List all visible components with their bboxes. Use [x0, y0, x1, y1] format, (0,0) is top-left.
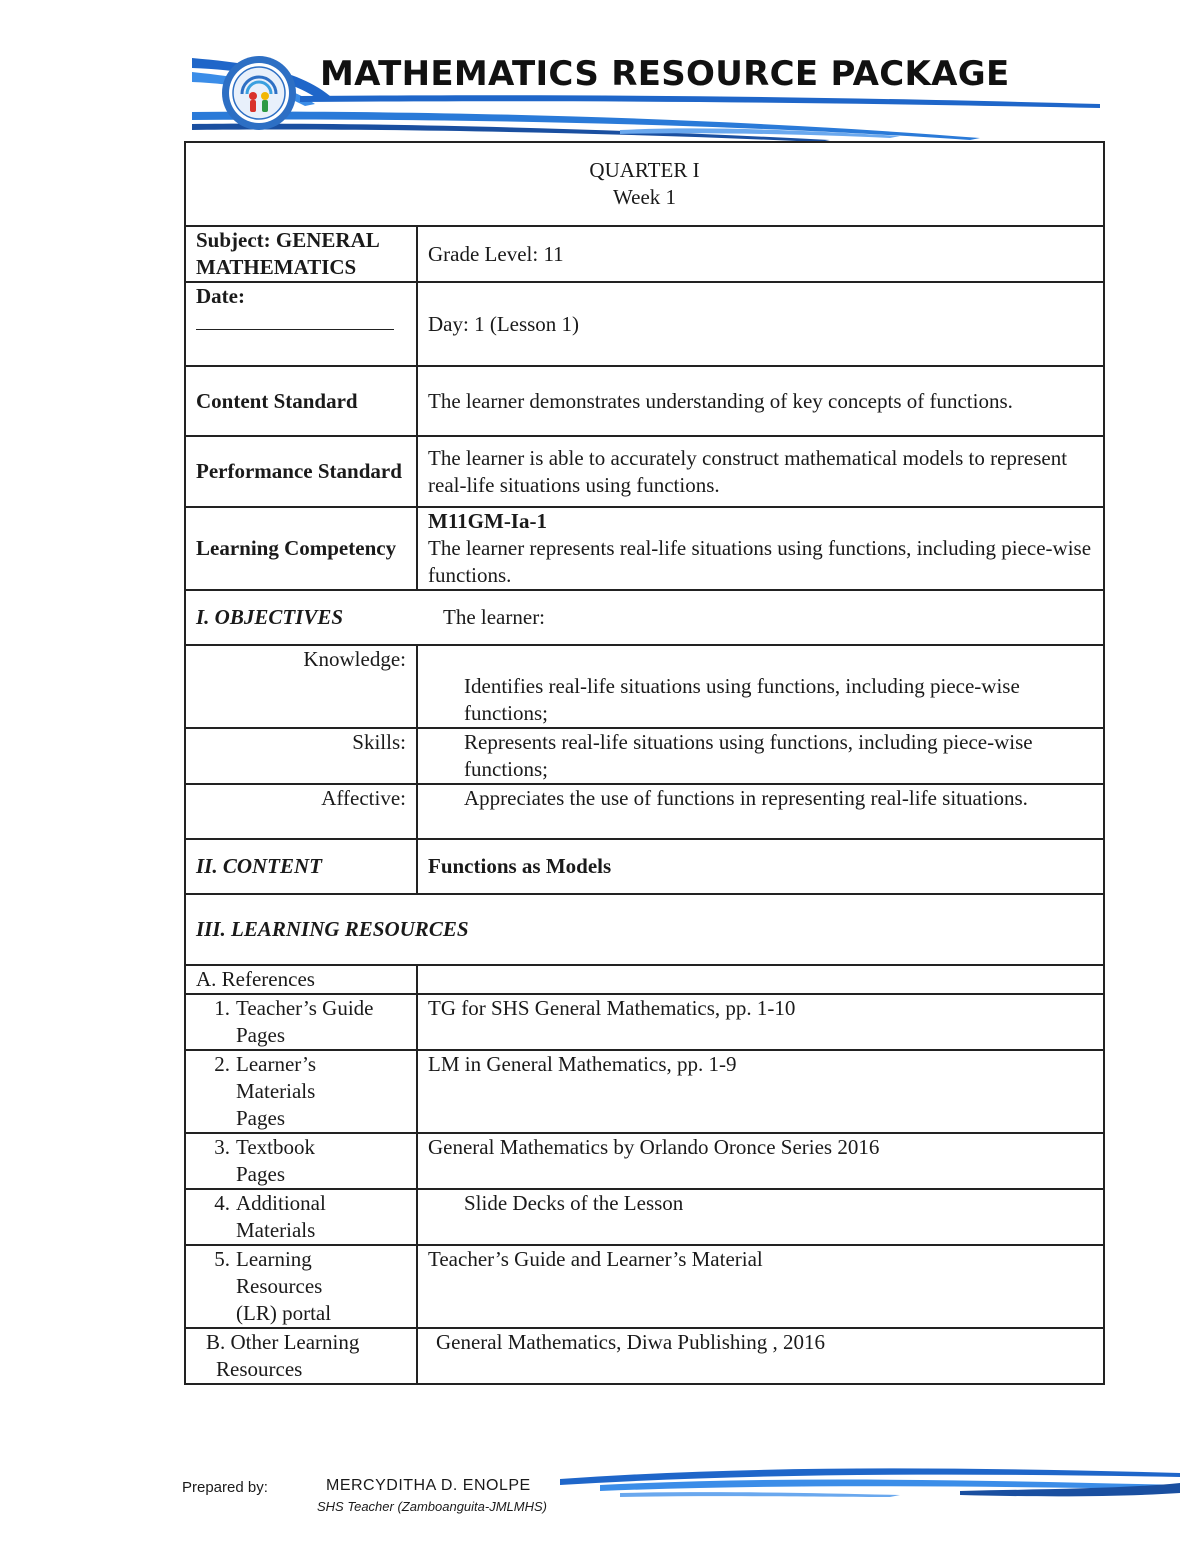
reference-row: [185, 1189, 1104, 1245]
reference-row: [185, 994, 1104, 1050]
affective-row: [185, 784, 1104, 839]
skills-row: [185, 728, 1104, 784]
resources-label: III. LEARNING RESOURCES: [185, 894, 1104, 965]
footer-swoosh-graphic: [0, 1455, 1200, 1553]
prepared-by-label: Prepared by:: [182, 1479, 268, 1496]
affective-label: Affective:: [185, 784, 417, 839]
page-title: MATHEMATICS RESOURCE PACKAGE: [320, 54, 1010, 94]
reference-label-cell: [185, 1133, 417, 1189]
performance-standard-row: [185, 436, 1104, 507]
objectives-row: [185, 590, 1104, 645]
reference-value: Slide Decks of the Lesson: [417, 1189, 1104, 1245]
reference-label-cell: [185, 1245, 417, 1328]
reference-label: Additional Materials: [236, 1191, 326, 1242]
reference-label-cell: [185, 994, 417, 1050]
knowledge-row: [185, 645, 1104, 728]
page-header: [0, 0, 1200, 145]
preparer-role: SHS Teacher (Zamboanguita-JMLMHS): [317, 1499, 547, 1514]
reference-value: General Mathematics by Orlando Oronce Series 2016: [417, 1133, 1104, 1189]
objectives-cell: [185, 590, 1104, 645]
date-blank-line: [196, 311, 394, 330]
skills-text: Represents real-life situations using functions, including piece-wise functions;: [417, 728, 1104, 784]
reference-label: Learning Resources (LR) portal: [236, 1247, 332, 1325]
learning-competency-row: [185, 507, 1104, 590]
reference-value: TG for SHS General Mathematics, pp. 1-10: [417, 994, 1104, 1050]
references-label: A. References: [185, 965, 417, 994]
reference-value: LM in General Mathematics, pp. 1-9: [417, 1050, 1104, 1133]
other-resources-label: B. Other Learning Resources: [206, 1330, 360, 1381]
quarter-cell: [185, 142, 1104, 226]
subject-row: [185, 226, 1104, 282]
learning-competency-label: Learning Competency: [185, 507, 417, 590]
reference-value: Teacher’s Guide and Learner’s Material: [417, 1245, 1104, 1328]
other-resources-value: General Mathematics, Diwa Publishing , 2016: [417, 1328, 1104, 1384]
reference-number: 3.: [214, 1135, 230, 1159]
competency-text: The learner represents real-life situations using functions, including piece-wise functions.: [428, 536, 1092, 587]
objectives-intro: The learner:: [443, 605, 546, 629]
reference-label: Textbook Pages: [236, 1135, 316, 1186]
other-resources-row: [185, 1328, 1104, 1384]
knowledge-label: Knowledge:: [185, 645, 417, 728]
reference-label: Learner’s Materials Pages: [236, 1052, 317, 1130]
reference-number: 4.: [214, 1191, 230, 1215]
lesson-plan-table: [184, 141, 1105, 1385]
reference-number: 1.: [214, 996, 230, 1020]
content-row: [185, 839, 1104, 894]
date-label: Date:: [196, 284, 245, 308]
skills-label: Skills:: [185, 728, 417, 784]
reference-label-cell: [185, 1189, 417, 1245]
reference-number: 2.: [214, 1052, 230, 1076]
performance-standard-text: The learner is able to accurately construct mathematical models to represent real-life situations using functions.: [417, 436, 1104, 507]
reference-row: [185, 1245, 1104, 1328]
content-standard-row: [185, 366, 1104, 436]
references-row: [185, 965, 1104, 994]
competency-code: M11GM-Ia-1: [428, 509, 547, 533]
date-row: [185, 282, 1104, 366]
content-standard-text: The learner demonstrates understanding of key concepts of functions.: [417, 366, 1104, 436]
affective-text: Appreciates the use of functions in representing real-life situations.: [417, 784, 1104, 839]
subject-cell: Subject: GENERAL MATHEMATICS: [185, 226, 417, 282]
other-resources-label-cell: [185, 1328, 417, 1384]
performance-standard-label: Performance Standard: [185, 436, 417, 507]
reference-row: [185, 1133, 1104, 1189]
content-standard-label: Content Standard: [185, 366, 417, 436]
preparer-name: MERCYDITHA D. ENOLPE: [326, 1477, 531, 1494]
objectives-label: I. OBJECTIVES: [196, 605, 344, 629]
date-cell: [185, 282, 417, 366]
page-footer: [0, 1455, 1200, 1553]
learning-competency-cell: [417, 507, 1104, 590]
grade-level-cell: Grade Level: 11: [417, 226, 1104, 282]
reference-row: [185, 1050, 1104, 1133]
quarter-heading: QUARTER I: [589, 158, 700, 182]
content-text: Functions as Models: [417, 839, 1104, 894]
deped-seal-icon: [220, 54, 298, 132]
resources-row: [185, 894, 1104, 965]
references-value: [417, 965, 1104, 994]
content-label: II. CONTENT: [185, 839, 417, 894]
reference-number: 5.: [214, 1247, 230, 1271]
day-cell: Day: 1 (Lesson 1): [417, 282, 1104, 366]
knowledge-text: Identifies real-life situations using functions, including piece-wise functions;: [417, 645, 1104, 728]
quarter-row: [185, 142, 1104, 226]
reference-label: Teacher’s Guide Pages: [236, 996, 374, 1047]
reference-label-cell: [185, 1050, 417, 1133]
week-label: Week 1: [612, 185, 677, 209]
